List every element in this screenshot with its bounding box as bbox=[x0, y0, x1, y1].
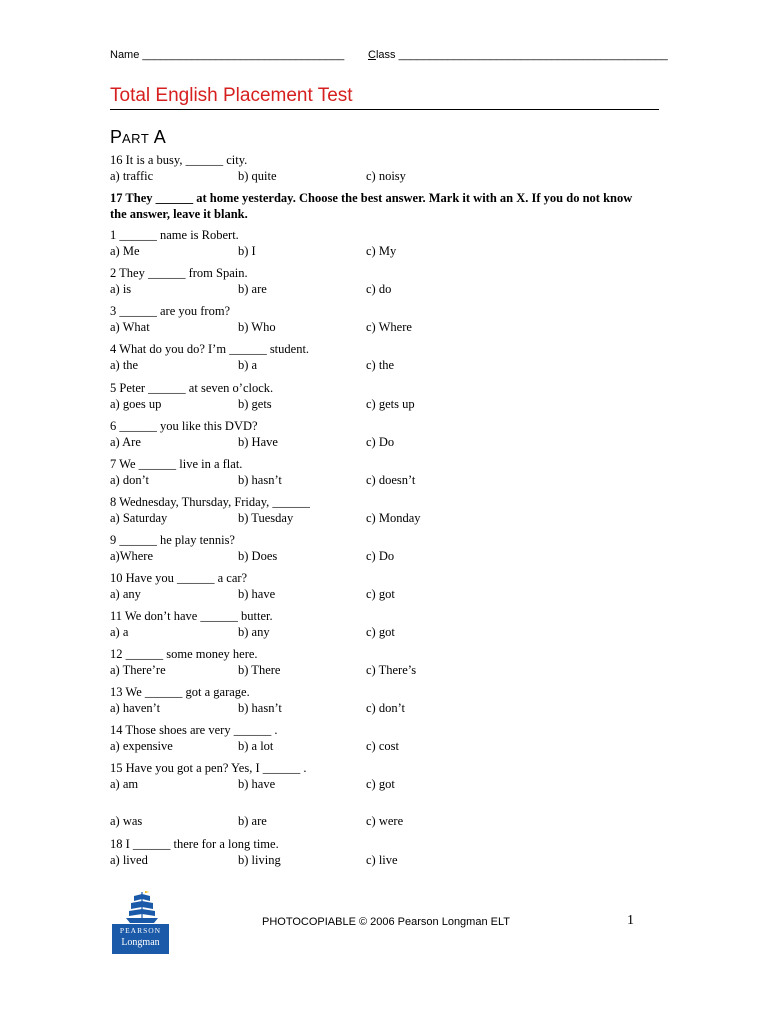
question-item bbox=[110, 647, 670, 678]
page-title: Total English Placement Test bbox=[110, 85, 353, 106]
option-b[interactable]: b) Tuesday bbox=[238, 510, 294, 525]
option-c[interactable]: c) got bbox=[366, 776, 395, 791]
option-b[interactable]: b) hasn’t bbox=[238, 700, 282, 715]
question-stem: 14 Those shoes are very ______ . bbox=[110, 723, 278, 737]
class-label-first-letter: C bbox=[368, 49, 376, 61]
option-a[interactable]: a) expensive bbox=[110, 738, 173, 753]
question-item bbox=[110, 761, 670, 792]
question-stem: 8 Wednesday, Thursday, Friday, ______ bbox=[110, 495, 310, 509]
options-row bbox=[110, 320, 670, 336]
question-item bbox=[110, 266, 670, 297]
options-row bbox=[110, 511, 670, 527]
question-item bbox=[110, 153, 670, 184]
option-c[interactable]: c) cost bbox=[366, 738, 399, 753]
options-row bbox=[110, 435, 670, 451]
question-stem: 5 Peter ______ at seven o’clock. bbox=[110, 381, 274, 395]
option-c[interactable]: c) gets up bbox=[366, 396, 415, 411]
question-item bbox=[110, 304, 670, 335]
question-stem: 16 It is a busy, ______ city. bbox=[110, 153, 248, 167]
class-field[interactable] bbox=[368, 49, 668, 61]
option-c[interactable]: c) Where bbox=[366, 319, 412, 334]
logo-line-2: Longman bbox=[121, 937, 160, 948]
option-a[interactable]: a) goes up bbox=[110, 396, 162, 411]
question-item bbox=[110, 457, 670, 488]
options-row bbox=[110, 853, 670, 869]
part-heading-first-letter: P bbox=[110, 127, 123, 147]
class-label-rest: lass bbox=[375, 49, 396, 61]
option-c[interactable]: c) got bbox=[366, 624, 395, 639]
option-b[interactable]: b) a bbox=[238, 357, 258, 372]
header-row bbox=[110, 49, 668, 65]
question-stem: 15 Have you got a pen? Yes, I ______ . bbox=[110, 761, 307, 775]
option-c[interactable]: c) noisy bbox=[366, 168, 406, 183]
option-b[interactable]: b) a lot bbox=[238, 738, 274, 753]
option-b[interactable]: b) There bbox=[238, 662, 281, 677]
options-row bbox=[110, 777, 670, 793]
option-a[interactable]: a) haven’t bbox=[110, 700, 161, 715]
name-line: _________________________________ bbox=[142, 49, 345, 61]
question-item bbox=[110, 571, 670, 602]
question-stem: 7 We ______ live in a flat. bbox=[110, 457, 243, 471]
option-b[interactable]: b) are bbox=[238, 281, 267, 296]
question-stem: 13 We ______ got a garage. bbox=[110, 685, 250, 699]
title-divider bbox=[110, 109, 659, 110]
option-b[interactable]: b) Who bbox=[238, 319, 276, 334]
option-a[interactable]: a) Saturday bbox=[110, 510, 168, 525]
option-a[interactable]: a) is bbox=[110, 281, 132, 296]
option-a[interactable]: a) Me bbox=[110, 243, 140, 258]
options-row bbox=[110, 549, 670, 565]
option-b[interactable]: b) have bbox=[238, 586, 276, 601]
question-item bbox=[110, 723, 670, 754]
option-a[interactable]: a) traffic bbox=[110, 168, 154, 183]
option-b[interactable]: b) hasn’t bbox=[238, 472, 282, 487]
option-a[interactable]: a) any bbox=[110, 586, 141, 601]
options-row bbox=[110, 587, 670, 603]
option-b[interactable]: b) any bbox=[238, 624, 270, 639]
option-b[interactable]: b) quite bbox=[238, 168, 277, 183]
option-b[interactable]: b) are bbox=[238, 814, 267, 828]
options-row bbox=[110, 814, 670, 830]
options-row bbox=[110, 358, 670, 374]
question-stem: 12 ______ some money here. bbox=[110, 647, 258, 661]
logo-text-block bbox=[112, 924, 169, 954]
options-row bbox=[110, 663, 670, 679]
question-stem: 18 I ______ there for a long time. bbox=[110, 837, 279, 851]
option-c[interactable]: c) the bbox=[366, 357, 395, 372]
option-c[interactable]: c) live bbox=[366, 852, 398, 867]
question-item bbox=[110, 495, 670, 526]
question-stem: 9 ______ he play tennis? bbox=[110, 533, 235, 547]
logo-line-1: PEARSON bbox=[119, 926, 162, 935]
option-b[interactable]: b) have bbox=[238, 776, 276, 791]
question-stem: 1 ______ name is Robert. bbox=[110, 228, 239, 242]
name-field[interactable] bbox=[110, 49, 344, 61]
part-heading-rest: ART bbox=[122, 131, 150, 146]
option-c[interactable]: c) doesn’t bbox=[366, 472, 416, 487]
class-line: ____________________________________________ bbox=[398, 49, 668, 61]
question-stem: 6 ______ you like this DVD? bbox=[110, 419, 258, 433]
option-c[interactable]: c) There’s bbox=[366, 662, 417, 677]
question-stem: 3 ______ are you from? bbox=[110, 304, 231, 318]
question-item bbox=[110, 228, 670, 259]
option-a[interactable]: a) What bbox=[110, 319, 150, 334]
question-stem: 10 Have you ______ a car? bbox=[110, 571, 248, 585]
option-c[interactable]: c) were bbox=[366, 814, 404, 828]
question-item bbox=[110, 609, 670, 640]
option-c[interactable]: c) Do bbox=[366, 548, 395, 563]
option-b[interactable]: b) Does bbox=[238, 548, 278, 563]
option-c[interactable]: c) Monday bbox=[366, 510, 421, 525]
part-heading bbox=[110, 127, 166, 148]
options-row bbox=[110, 701, 670, 717]
option-c[interactable]: c) don’t bbox=[366, 700, 405, 715]
question-item bbox=[110, 533, 670, 564]
option-b[interactable]: b) Have bbox=[238, 434, 278, 449]
option-c[interactable]: c) Do bbox=[366, 434, 395, 449]
options-row bbox=[110, 473, 670, 489]
question-stem: 2 They ______ from Spain. bbox=[110, 266, 248, 280]
question-stem: 11 We don’t have ______ butter. bbox=[110, 609, 273, 623]
options-row bbox=[110, 397, 670, 413]
pearson-longman-logo bbox=[112, 890, 169, 954]
question-item bbox=[110, 685, 670, 716]
question-item bbox=[110, 342, 670, 373]
question-item bbox=[110, 814, 670, 830]
options-row bbox=[110, 244, 670, 260]
option-a[interactable]: a) was bbox=[110, 814, 143, 828]
part-heading-letter: A bbox=[153, 127, 166, 147]
option-a[interactable]: a) the bbox=[110, 357, 139, 372]
footer-copyright: PHOTOCOPIABLE © 2006 Pearson Longman ELT bbox=[262, 916, 510, 928]
option-a[interactable]: a) Are bbox=[110, 434, 141, 449]
options-row bbox=[110, 282, 670, 298]
question-item bbox=[110, 419, 670, 450]
option-b[interactable]: b) I bbox=[238, 243, 256, 258]
question-stem: 4 What do you do? I’m ______ student. bbox=[110, 342, 310, 356]
option-a[interactable]: a)Where bbox=[110, 548, 154, 563]
option-a[interactable]: a) am bbox=[110, 776, 139, 791]
options-row bbox=[110, 739, 670, 755]
option-b[interactable]: b) living bbox=[238, 852, 281, 867]
question-item bbox=[110, 837, 670, 868]
option-c[interactable]: c) got bbox=[366, 586, 395, 601]
question-item bbox=[110, 381, 670, 412]
option-a[interactable]: a) There’re bbox=[110, 662, 166, 677]
option-c[interactable]: c) My bbox=[366, 243, 397, 258]
option-a[interactable]: a) a bbox=[110, 624, 129, 639]
option-b[interactable]: b) gets bbox=[238, 396, 272, 411]
page-number: 1 bbox=[627, 913, 634, 928]
name-label: Name bbox=[110, 49, 140, 61]
ship-icon bbox=[112, 890, 169, 924]
option-a[interactable]: a) lived bbox=[110, 852, 148, 867]
instructions: 17 They ______ at home yesterday. Choose the best answer. Mark it with an X. If you do not know the answer, leave it blank. bbox=[110, 191, 633, 221]
options-row bbox=[110, 169, 670, 185]
option-c[interactable]: c) do bbox=[366, 281, 392, 296]
option-a[interactable]: a) don’t bbox=[110, 472, 149, 487]
options-row bbox=[110, 625, 670, 641]
